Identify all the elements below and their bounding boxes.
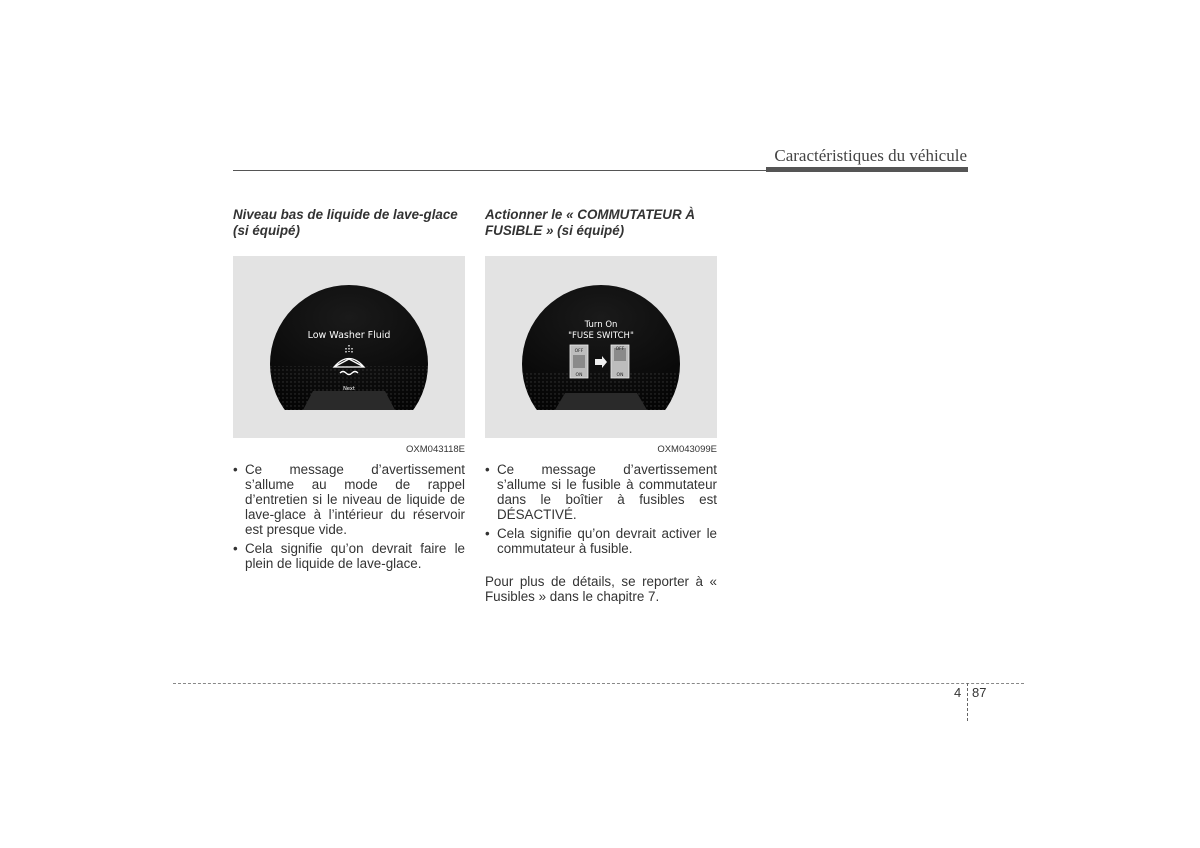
bullet-list-fuse-switch (485, 462, 717, 556)
washer-fluid-figure (233, 256, 465, 438)
figure-code-washer: OXM043118E (406, 444, 465, 455)
bullet-list-washer (233, 462, 465, 571)
switch-off-label-right: OFF (615, 347, 625, 352)
figure-code-fuse-switch: OXM043099E (657, 444, 717, 455)
chapter-number: 4 (954, 685, 962, 700)
switch-on-label-left: ON (575, 373, 583, 378)
section-title-fuse-switch: Actionner le « COMMUTATEUR À FUSIBLE » (si équipé) (485, 207, 696, 238)
screen-text-washer: Low Washer Fluid (307, 330, 391, 341)
fuse-switch-figure (485, 256, 717, 438)
bullet-item: • Ce message d’avertissement s’allume au mode de rappel d’entretien si le niveau de liquide de lave-glace à l’intérieur du réservoir est presque vide. (233, 462, 465, 537)
screen-text-line1: Turn On (584, 320, 618, 330)
header-bar (766, 167, 968, 172)
switch-off-label-left: OFF (574, 349, 584, 354)
reference-note: Pour plus de détails, se reporter à « Fusibles » dans le chapitre 7. (485, 574, 717, 604)
page-number: 87 (972, 685, 987, 700)
bullet-item: • Ce message d’avertissement s’allume si le fusible à commutateur dans le boîtier à fusibles est DÉSACTIVÉ. (485, 462, 717, 522)
right-column (485, 207, 717, 604)
screen-nav-text: Next (343, 386, 355, 392)
header-rule (233, 170, 766, 171)
bullet-item: • Cela signifie qu’on devrait faire le plein de liquide de lave-glace. (233, 541, 465, 571)
section-title-washer: Niveau bas de liquide de lave-glace (si équipé) (233, 207, 458, 238)
footer-rule (173, 683, 1024, 684)
footer-divider (967, 683, 968, 721)
screen-text-line2: "FUSE SWITCH" (568, 331, 634, 341)
bullet-item: • Cela signifie qu’on devrait activer le commutateur à fusible. (485, 526, 717, 556)
header-title: Caractéristiques du véhicule (774, 146, 967, 165)
left-column (233, 207, 465, 575)
switch-on-label-right: ON (616, 373, 624, 378)
